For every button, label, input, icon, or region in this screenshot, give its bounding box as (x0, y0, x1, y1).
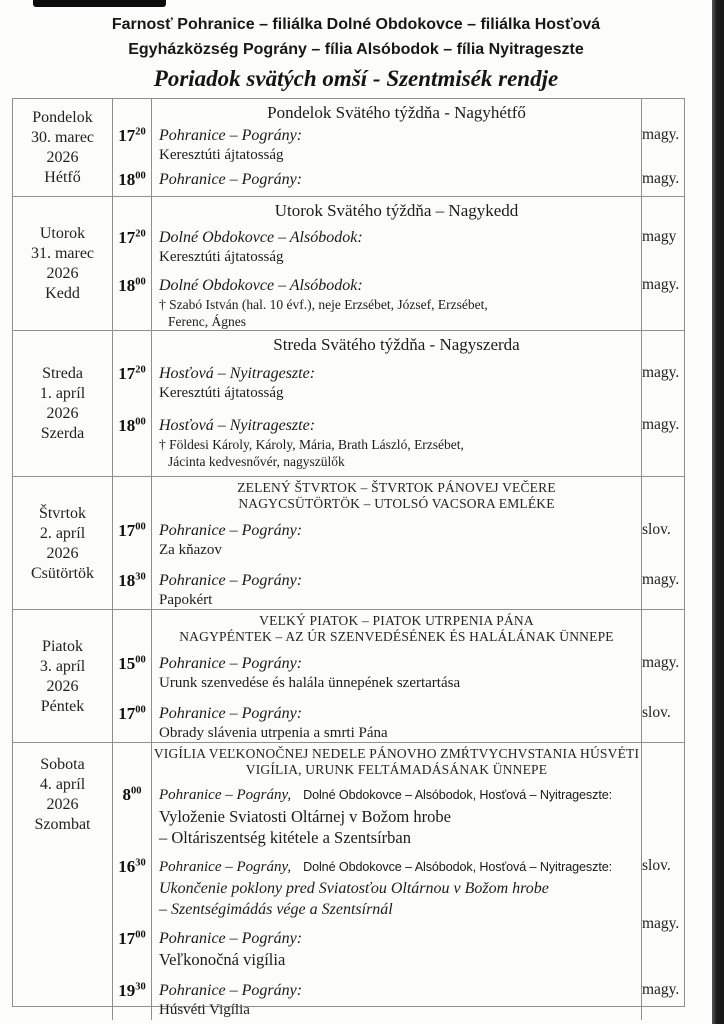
day-name-sk: Štvrtok (38, 504, 87, 522)
year-value: 2026 (46, 404, 79, 422)
mass-time (113, 570, 151, 610)
time-hour: 18 (118, 170, 136, 189)
mass-entry (113, 520, 671, 560)
date-cell (13, 197, 113, 330)
parish-line-hungarian: Egyházközség Pográny – fília Alsóbodok – fília Nyitrageszte (128, 41, 584, 58)
date-value: 2. apríl (39, 524, 86, 542)
day-name-sk: Sobota (40, 756, 85, 773)
mass-time (113, 856, 151, 920)
mass-entry (113, 227, 677, 267)
day-name-hu: Kedd (45, 284, 80, 302)
time-hour: 19 (118, 981, 136, 1000)
time-hour: 17 (118, 521, 136, 540)
time-hour: 18 (118, 571, 136, 590)
content-cell (113, 743, 680, 1020)
date-cell (13, 477, 113, 610)
mass-time (113, 980, 151, 1020)
location-line: Hosťová – Nyitrageszte: (159, 365, 316, 382)
language-cell (642, 610, 684, 743)
feast-heading: VIGÍLIA VEĽKONOČNEJ NEDELE PÁNOVHO ZMŔTVYCHVSTANIA HÚSVÉTI (153, 746, 640, 761)
entry-body (151, 570, 641, 610)
mass-entry (113, 125, 680, 165)
mass-time (113, 169, 151, 190)
intention-line: Keresztúti ájtatosság (159, 147, 284, 163)
language-cell (642, 99, 684, 196)
time-minutes: 00 (135, 170, 146, 182)
year-value: 2026 (46, 148, 79, 166)
language-badge: magy. (642, 571, 680, 588)
language-badge: slov. (642, 857, 671, 874)
table-row (13, 99, 684, 197)
time-hour: 8 (122, 785, 131, 804)
time-hour: 17 (118, 126, 136, 145)
content-cell (113, 331, 680, 476)
time-minutes: 00 (135, 521, 146, 533)
language-cell (642, 197, 684, 330)
mass-time (113, 125, 151, 165)
mass-entry (113, 980, 680, 1020)
location-sans: Dolné Obdokovce – Alsóbodok, Hosťová – Nyitrageszte: (303, 860, 613, 874)
time-minutes: 30 (135, 857, 146, 869)
location-line: Pohranice – Pográny: (159, 522, 303, 539)
time-minutes: 00 (135, 654, 146, 666)
mass-time (113, 275, 151, 330)
table-row (13, 477, 684, 610)
language-badge: magy. (642, 654, 680, 671)
mass-entry (113, 856, 671, 920)
mass-time (113, 363, 151, 403)
scan-artifact-top (33, 0, 166, 7)
mass-entry (113, 169, 680, 190)
language-cell (642, 331, 684, 476)
time-minutes: 30 (135, 981, 146, 993)
time-hour: 18 (118, 276, 136, 295)
date-cell (13, 331, 113, 476)
entry-body (151, 363, 641, 403)
intention-line: Obrady slávenia utrpenia a smrti Pána (159, 725, 388, 741)
time-minutes: 00 (135, 276, 146, 288)
mass-entry (113, 915, 680, 970)
date-cell (13, 99, 113, 196)
mass-entry (113, 703, 671, 743)
feast-heading: Pondelok Svätého týždňa - Nagyhétfő (267, 103, 526, 122)
content-cell (113, 477, 680, 610)
date-value: 31. marec (30, 244, 95, 262)
location-line (159, 784, 641, 806)
intention-line: Ukončenie poklony pred Sviatosťou Oltárnou v Božom hrobe (159, 880, 549, 897)
time-minutes: 20 (135, 228, 146, 240)
time-hour: 17 (118, 228, 136, 247)
mass-entry (113, 275, 680, 330)
parish-line-slovak: Farnosť Pohranice – filiálka Dolné Obdokovce – filiálka Hosťová (111, 16, 601, 33)
entry-body (151, 703, 641, 743)
location-sans: Dolné Obdokovce – Alsóbodok, Hosťová – Nyitrageszte: (303, 788, 613, 802)
date-value: 1. apríl (39, 384, 86, 402)
year-value: 2026 (46, 677, 79, 695)
date-value: 3. apríl (39, 657, 86, 675)
memorial-line: † Földesi Károly, Károly, Mária, Brath László, Erzsébet, (159, 437, 464, 452)
intention-line: Urunk szenvedése és halála ünnepének szertartása (159, 675, 461, 691)
day-name-hu: Szerda (40, 424, 85, 442)
day-name-hu: Csütörtök (30, 564, 95, 582)
language-badge: slov. (642, 704, 671, 721)
mass-entry (113, 784, 641, 848)
date-value: 4. apríl (39, 776, 86, 793)
content-cell (113, 99, 680, 196)
time-hour: 17 (118, 364, 136, 383)
feast-heading: VEĽKÝ PIATOK – PIATOK UTRPENIA PÁNA (259, 613, 534, 628)
table-row (13, 610, 684, 743)
mass-entry (113, 570, 680, 610)
mass-time (113, 653, 151, 693)
location-line: Pohranice – Pográny: (159, 982, 303, 999)
feast-heading: NAGYPÉNTEK – AZ ÚR SZENVEDÉSÉNEK ÉS HALÁLÁNAK ÜNNEPE (179, 629, 614, 644)
language-badge: magy. (642, 416, 680, 433)
time-minutes: 30 (135, 571, 146, 583)
location-italic: Pohranice – Pográny, (159, 787, 292, 803)
intention-line: – Oltáriszentség kitétele a Szentsírban (159, 828, 411, 847)
page-title: Poriadok svätých omší - Szentmisék rendje (153, 66, 559, 91)
intention-line: – Szentségimádás vége a Szentsírnál (159, 901, 393, 918)
document-header (0, 12, 712, 94)
mass-entry (113, 653, 680, 693)
time-hour: 17 (118, 704, 136, 723)
entry-body (151, 169, 641, 190)
time-minutes: 00 (135, 416, 146, 428)
time-hour: 16 (118, 857, 136, 876)
intention-line: Vyloženie Sviatosti Oltárnej v Božom hrobe (159, 807, 451, 826)
time-hour: 18 (118, 416, 136, 435)
feast-heading: Utorok Svätého týždňa – Nagykedd (274, 201, 519, 220)
day-name-hu: Szombat (34, 816, 91, 833)
mass-schedule-table (12, 98, 685, 1018)
entry-body (151, 520, 641, 560)
location-italic: Pohranice – Pográny, (159, 859, 292, 875)
year-value: 2026 (46, 544, 79, 562)
time-minutes: 20 (135, 126, 146, 138)
entry-body (151, 653, 641, 693)
day-name-hu: Hétfő (44, 168, 81, 186)
mass-time (113, 784, 151, 848)
memorial-line: † Szabó István (hal. 10 évf.), neje Erzsébet, József, Erzsébet, (159, 297, 488, 312)
location-line: Pohranice – Pográny: (159, 127, 303, 144)
language-badge: magy. (642, 915, 680, 932)
entry-body (151, 227, 641, 267)
feast-heading: Streda Svätého týždňa - Nagyszerda (273, 335, 520, 354)
day-name-sk: Piatok (42, 637, 83, 655)
entry-body (151, 125, 641, 165)
intention-line: Veľkonočná vigília (159, 950, 286, 969)
time-minutes: 20 (135, 364, 146, 376)
memorial-line: Jácinta kedvesnővér, nagyszülők (168, 454, 345, 469)
location-line: Pohranice – Pográny: (159, 655, 303, 672)
entry-body (151, 980, 641, 1020)
intention-line: Keresztúti ájtatosság (159, 385, 284, 401)
day-name-hu: Péntek (40, 697, 85, 715)
mass-entry (113, 415, 680, 470)
intention-line: Keresztúti ájtatosság (159, 249, 284, 265)
content-cell (113, 610, 680, 743)
date-value: 30. marec (30, 128, 95, 146)
date-cell (13, 610, 113, 743)
time-hour: 17 (118, 929, 136, 948)
feast-heading: ZELENÝ ŠTVRTOK – ŠTVRTOK PÁNOVEJ VEČERE (237, 480, 556, 495)
location-line: Dolné Obdokovce – Alsóbodok: (159, 229, 363, 246)
location-line: Pohranice – Pográny: (159, 572, 303, 589)
feast-heading: VIGÍLIA, URUNK FELTÁMADÁSÁNAK ÜNNEPE (245, 762, 548, 777)
intention-line: Húsvéti Vigília (159, 1002, 250, 1018)
mass-time (113, 703, 151, 743)
feast-heading: NAGYCSÜTÖRTÖK – UTOLSÓ VACSORA EMLÉKE (238, 496, 555, 511)
location-line: Pohranice – Pográny: (159, 705, 303, 722)
language-badge: magy. (642, 276, 680, 293)
day-name-sk: Pondelok (32, 108, 93, 126)
scan-artifact-right-edge (712, 0, 724, 1024)
time-hour: 15 (118, 654, 136, 673)
time-minutes: 00 (131, 785, 142, 797)
year-value: 2026 (46, 796, 79, 813)
language-badge: magy. (642, 364, 680, 381)
entry-body (151, 928, 641, 970)
language-cell (642, 477, 684, 610)
time-minutes: 00 (135, 929, 146, 941)
year-value: 2026 (46, 264, 79, 282)
language-badge: magy (642, 228, 677, 245)
content-cell (113, 197, 680, 330)
location-line: Dolné Obdokovce – Alsóbodok: (159, 277, 363, 294)
mass-time (113, 520, 151, 560)
location-line: Pohranice – Pográny: (159, 171, 303, 188)
location-line: Pohranice – Pográny: (159, 930, 303, 947)
table-row (13, 331, 684, 477)
memorial-line: Ferenc, Ágnes (168, 314, 246, 329)
mass-entry (113, 363, 680, 403)
day-name-sk: Streda (42, 364, 83, 382)
location-line (159, 856, 641, 878)
day-name-sk: Utorok (39, 224, 86, 242)
language-badge: slov. (642, 521, 671, 538)
table-row (13, 743, 684, 1018)
date-cell (13, 743, 113, 1020)
table-row (13, 197, 684, 331)
location-line: Hosťová – Nyitrageszte: (159, 417, 316, 434)
intention-line: Papokért (159, 592, 213, 608)
entry-body (151, 784, 641, 848)
entry-body (151, 275, 641, 330)
language-badge: magy. (642, 981, 680, 998)
intention-line: Za kňazov (159, 542, 222, 558)
language-cell (642, 743, 684, 1020)
language-badge: magy. (642, 170, 680, 187)
mass-time (113, 928, 151, 970)
mass-time (113, 227, 151, 267)
time-minutes: 00 (135, 704, 146, 716)
mass-time (113, 415, 151, 470)
entry-body (151, 856, 641, 920)
entry-body (151, 415, 641, 470)
language-badge: magy. (642, 126, 680, 143)
